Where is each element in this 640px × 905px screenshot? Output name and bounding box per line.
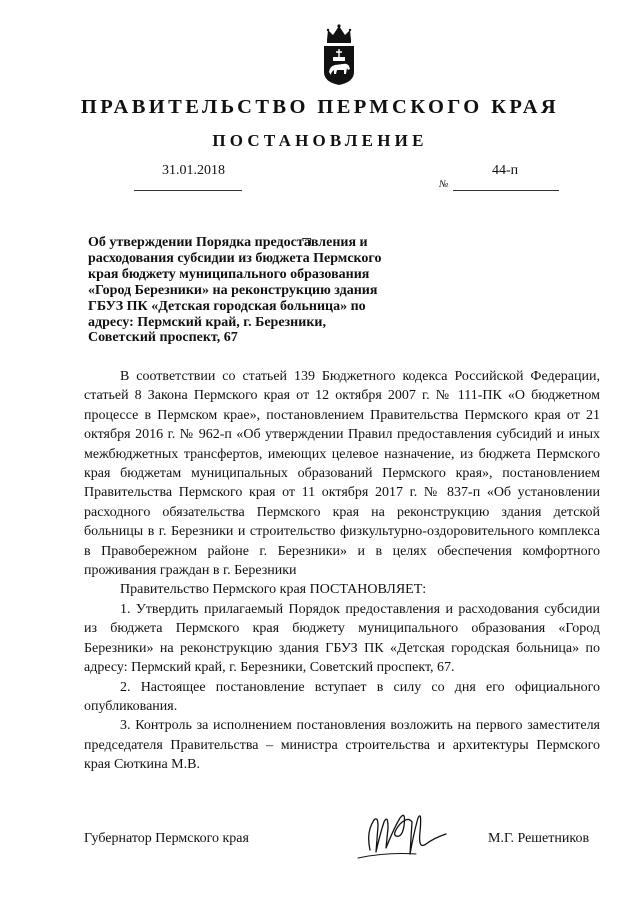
item-paragraph-1: 1. Утвердить прилагаемый Порядок предоставления и расходования субсидии из бюджета Пермского края бюджету муниципального образования «Город Березники» на реконструкцию здания ГБУЗ ПК «Детская городская больница» по адресу: Пермский край, г. Березники, Советский проспект, 67. bbox=[84, 601, 600, 676]
number-underline bbox=[453, 190, 559, 191]
item-paragraph-2: 2. Настоящее постановление вступает в силу со дня его официального опубликования. bbox=[84, 679, 600, 714]
signatory-name: М.Г. Решетников bbox=[488, 831, 590, 846]
organization-title: ПРАВИТЕЛЬСТВО ПЕРМСКОГО КРАЯ bbox=[80, 96, 560, 118]
subject-corner-mark bbox=[302, 238, 311, 245]
perm-krai-coat-of-arms-icon bbox=[319, 22, 359, 86]
item-paragraph-3: 3. Контроль за исполнением постановления возложить на первого заместителя председателя Правительства – министра строительства и архитектуры Пермского края Сюткина М.В. bbox=[84, 718, 600, 773]
date-underline bbox=[134, 190, 242, 191]
document-number: 44-п bbox=[492, 163, 519, 178]
resolution-paragraph: Правительство Пермского края ПОСТАНОВЛЯЕТ: bbox=[120, 582, 427, 598]
document-subject: Об утверждении Порядка предоставления и расходования субсидии из бюджета Пермского края бюджету муниципального образования «Город Березники» на реконструкцию здания ГБУЗ ПК «Детская городская больница» по адресу: Пермский край, г. Березники, Советский проспект, 67 bbox=[88, 235, 382, 346]
number-sign: № bbox=[439, 179, 449, 190]
document-body bbox=[84, 367, 600, 775]
document-date: 31.01.2018 bbox=[162, 163, 225, 178]
signatory-title: Губернатор Пермского края bbox=[84, 831, 249, 846]
handwritten-signature bbox=[356, 792, 452, 868]
preamble-paragraph: В соответствии со статьей 139 Бюджетного кодекса Российской Федерации, статьей 8 Закона Пермского края от 12 октября 2007 г. № 111-ПК «О бюджетном процессе в Пермском крае», постановлением Правительства Пермского края от 21 октября 2016 г. № 962-п «Об утверждении Правил предоставления субсидий и иных межбюджетных трансфертов, имеющих целевое назначение, из бюджета Пермского края бюджетам муниципальных образований Пермского края», постановлением Правительства Пермского края от 11 октября 2017 г. № 837-п «Об установлении расходного обязательства Пермского края на реконструкцию здания детской больницы в г. Березники и строительство физкультурно-оздоровительного комплекса в Правобережном районе г. Березники» и в целях обеспечения комфортного проживания граждан в г. Березники bbox=[84, 369, 600, 579]
document-type: ПОСТАНОВЛЕНИЕ bbox=[212, 131, 428, 150]
